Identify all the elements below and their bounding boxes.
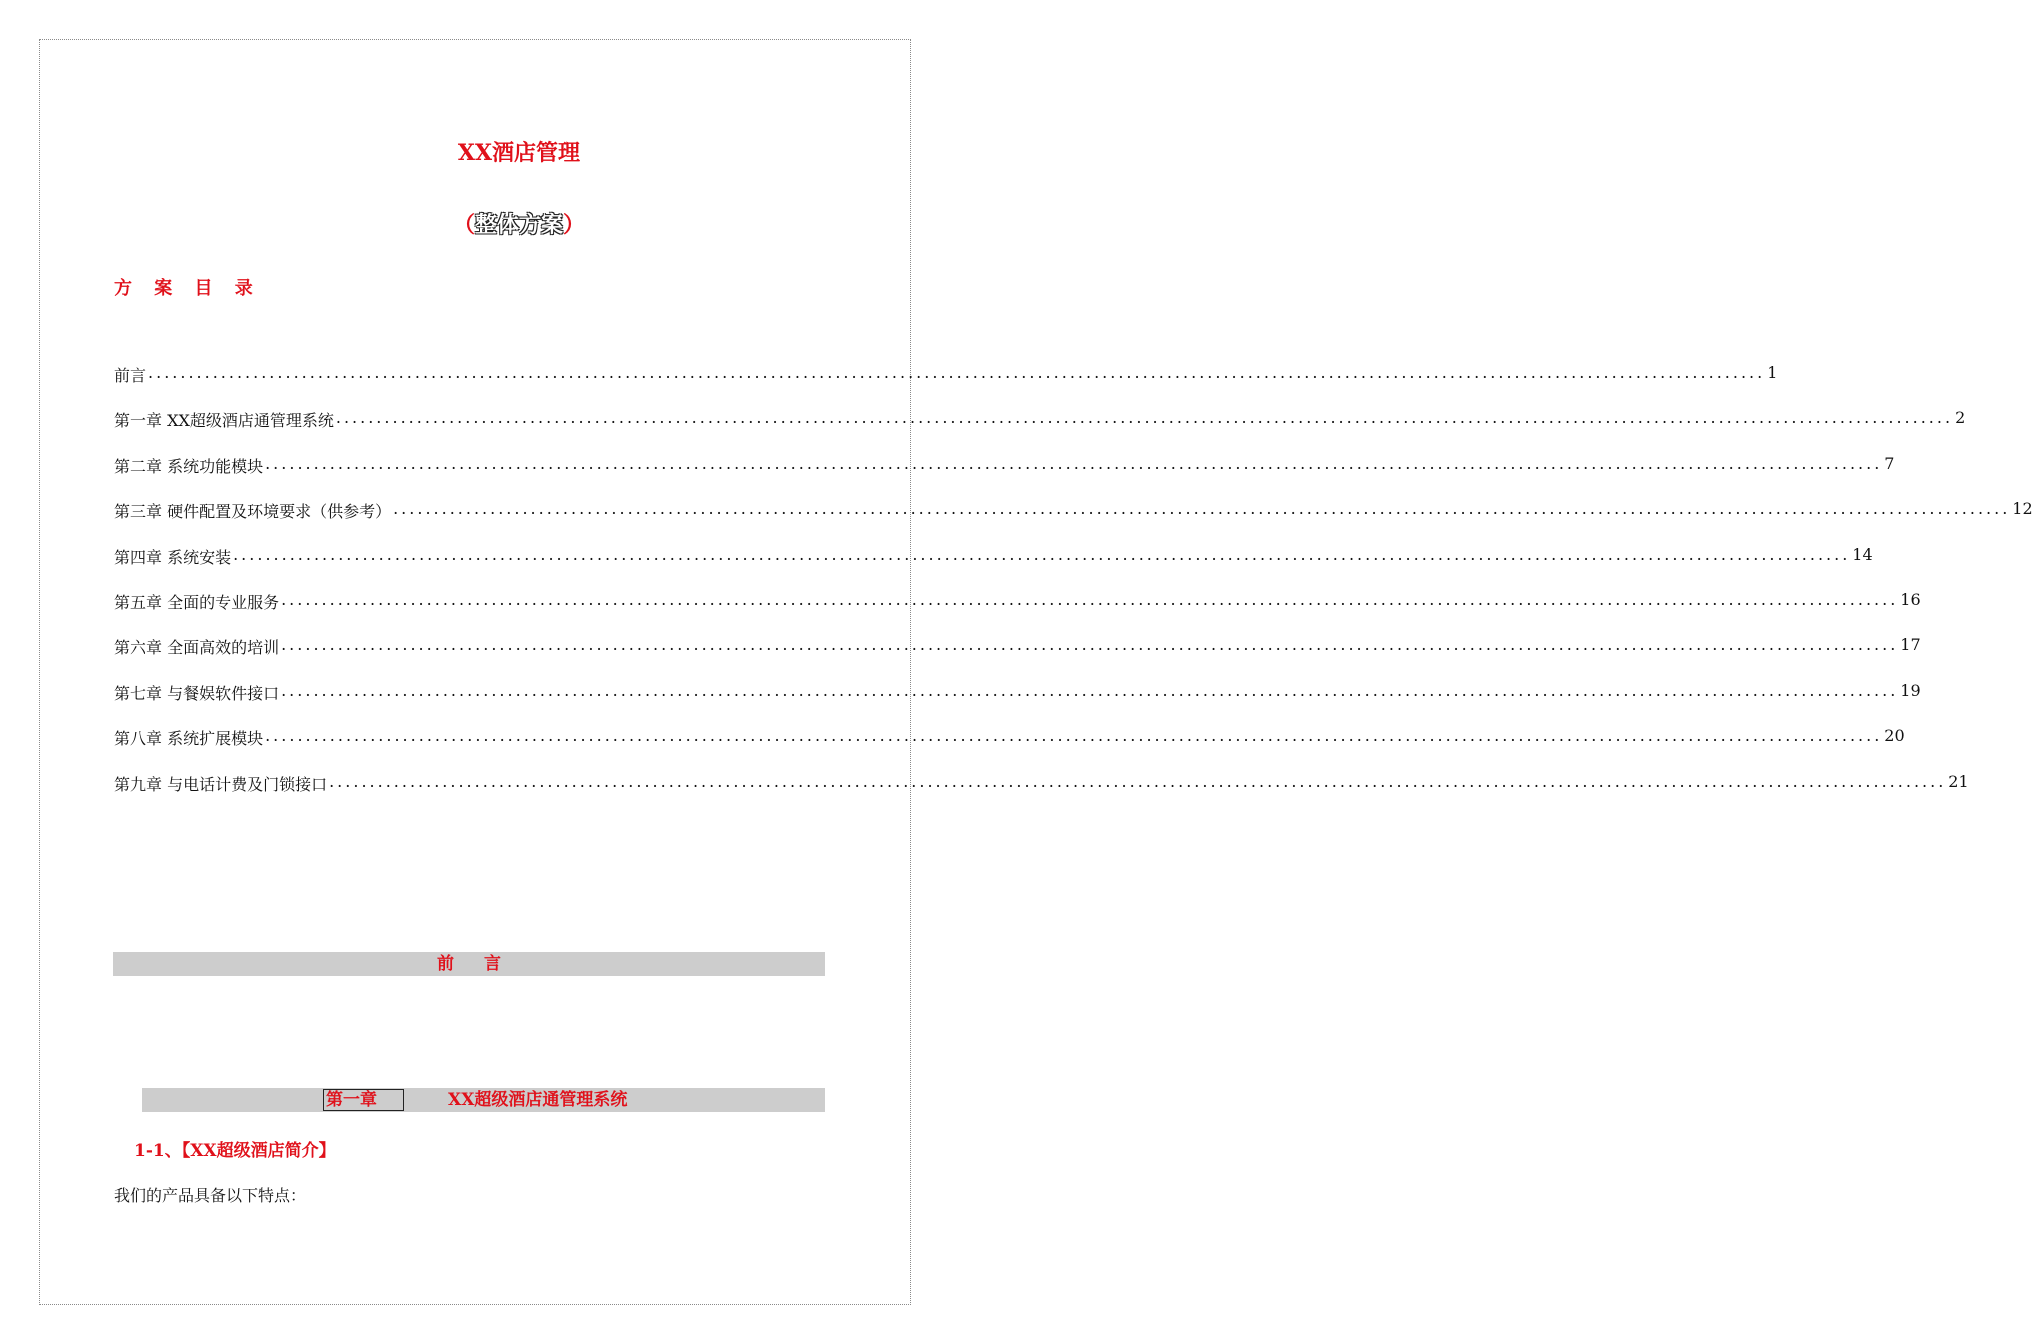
toc-leader: ........................................................................................................................................................................................................	[233, 544, 1851, 564]
toc-entry-page: 1	[1767, 363, 1778, 382]
toc-entry-label: 第一章 XX超级酒店通管理系统	[114, 411, 334, 431]
toc-entry-label: 第九章 与电话计费及门锁接口	[114, 774, 328, 794]
toc-entry-label: 第二章 系统功能模块	[114, 456, 264, 476]
table-of-contents	[114, 363, 2033, 817]
toc-entry-page: 17	[1900, 635, 1921, 655]
toc-entry-page: 7	[1884, 453, 1895, 473]
preface-heading-bar	[113, 952, 825, 976]
toc-entry[interactable]	[114, 453, 1895, 499]
toc-leader: ........................................................................................................................................................................................................	[393, 499, 2011, 519]
chapter-number-box: 第一章	[323, 1089, 404, 1111]
toc-entry-page: 14	[1852, 544, 1873, 564]
toc-entry-page: 20	[1884, 726, 1905, 746]
preface-heading: 前言	[437, 954, 531, 974]
toc-entry-label: 前言	[114, 366, 147, 385]
toc-entry[interactable]	[114, 771, 1969, 817]
chapter-heading-bar	[142, 1088, 825, 1112]
toc-entry-page: 16	[1900, 589, 1921, 609]
toc-leader: ........................................................................................................................................................................................................	[329, 771, 1947, 791]
toc-leader: ........................................................................................................................................................................................................	[281, 589, 1899, 609]
subtitle-open-paren: （	[452, 212, 475, 238]
toc-entry-label: 第八章 系统扩展模块	[114, 729, 264, 749]
toc-entry-label: 第六章 全面高效的培训	[114, 638, 280, 658]
subtitle-text: 整体方案	[474, 212, 563, 238]
toc-entry[interactable]	[114, 544, 1873, 590]
toc-entry-label: 第七章 与餐娱软件接口	[114, 683, 280, 703]
toc-entry-label: 第五章 全面的专业服务	[114, 592, 280, 612]
document-subtitle	[0, 208, 950, 239]
toc-entry[interactable]	[114, 680, 1921, 726]
toc-entry-label: 第三章 硬件配置及环境要求（供参考）	[114, 502, 392, 522]
toc-entry-label: 第四章 系统安装	[114, 547, 232, 567]
section-title: 1-1、【XX超级酒店简介】	[134, 1141, 336, 1161]
toc-entry[interactable]	[114, 408, 1966, 453]
chapter-title: XX超级酒店通管理系统	[448, 1090, 628, 1110]
toc-leader: ........................................................................................................................................................................................................	[281, 635, 1899, 655]
toc-entry-page: 21	[1948, 771, 1969, 791]
toc-entry[interactable]	[114, 499, 2033, 544]
subtitle-close-paren: ）	[563, 212, 586, 238]
body-paragraph: 我们的产品具备以下特点：	[114, 1186, 307, 1205]
document-title: XX酒店管理	[457, 140, 581, 166]
toc-entry[interactable]	[114, 726, 1905, 771]
toc-leader: ........................................................................................................................................................................................................	[148, 363, 1766, 382]
toc-heading: 方 案 目 录	[114, 278, 261, 299]
toc-entry-page: 19	[1900, 680, 1921, 700]
toc-entry-page: 2	[1955, 408, 1966, 428]
toc-entry-page: 12	[2012, 499, 2033, 519]
toc-leader: ........................................................................................................................................................................................................	[265, 453, 1883, 473]
toc-entry[interactable]	[114, 635, 1921, 680]
toc-entry[interactable]	[114, 589, 1921, 635]
toc-leader: ........................................................................................................................................................................................................	[281, 680, 1899, 700]
toc-leader: ........................................................................................................................................................................................................	[265, 726, 1883, 746]
toc-entry[interactable]	[114, 363, 1778, 408]
toc-leader: ........................................................................................................................................................................................................	[335, 408, 1954, 428]
